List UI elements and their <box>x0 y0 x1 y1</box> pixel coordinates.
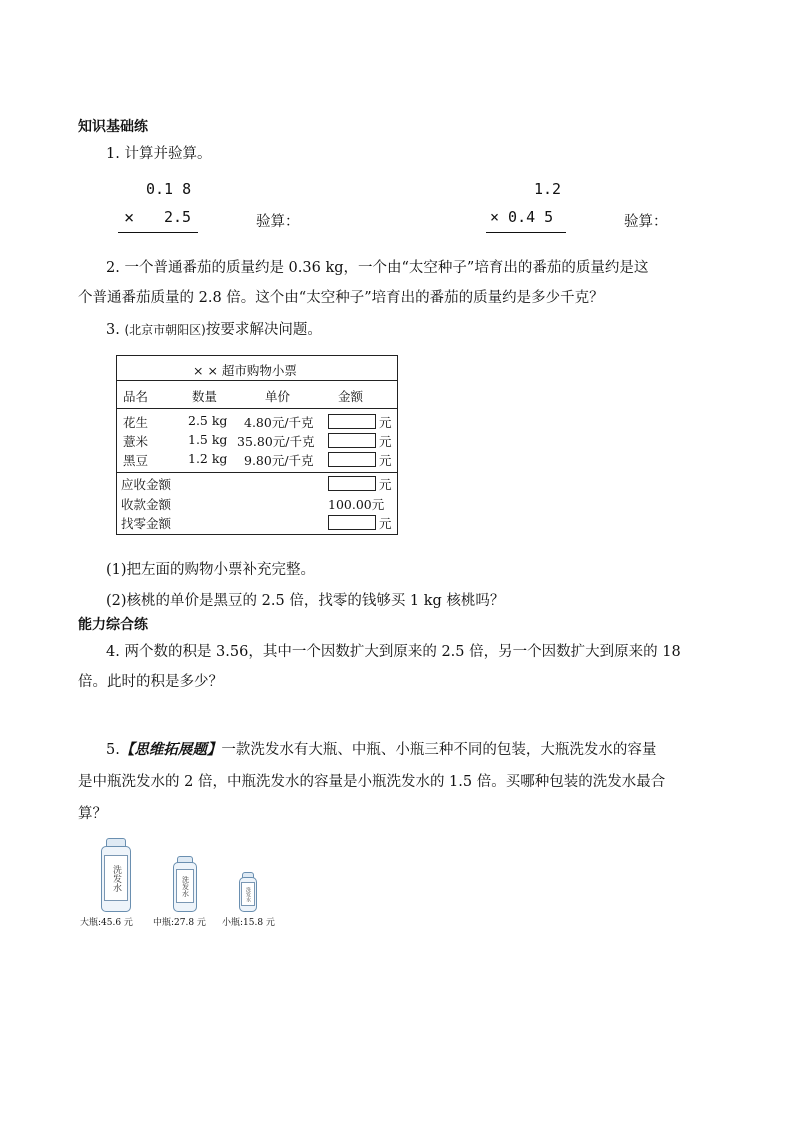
question-5-line1 <box>106 738 656 759</box>
receipt-due-box[interactable] <box>328 476 376 491</box>
receipt-header-amount: 金额 <box>338 389 364 404</box>
receipt-answer-box[interactable] <box>328 452 376 467</box>
bottle-label: 洗发水 <box>241 882 255 906</box>
question-2-line1: 2. 一个普通番茄的质量约是 0.36 kg，一个由“太空种子”培育出的番茄的质量约是这 <box>106 260 649 276</box>
receipt-row-qty: 1.5 kg <box>188 432 228 447</box>
q1-right-multiplier: × 0.4 5 <box>490 208 554 226</box>
q1-left-verify-label: 验算： <box>256 214 300 230</box>
receipt-row-unit: 元 <box>379 434 392 449</box>
receipt-change-label: 找零金额 <box>121 516 172 531</box>
q1-left-times-sign: × <box>124 208 135 228</box>
receipt-row-price: 4.80元/千克 <box>244 415 314 430</box>
section-title-ability: 能力综合练 <box>78 617 148 633</box>
receipt-row-price: 9.80元/千克 <box>244 453 314 468</box>
question-3-sub2: (2)核桃的单价是黑豆的 2.5 倍，找零的钱够买 1 kg 核桃吗？ <box>106 593 505 609</box>
question-5-line3: 算？ <box>78 806 107 822</box>
receipt-due-unit: 元 <box>379 477 392 492</box>
bottle-caption-small: 小瓶:15.8 元 <box>222 918 275 928</box>
receipt-header-qty: 数量 <box>192 389 218 404</box>
bottle-caption-medium: 中瓶:27.8 元 <box>153 918 206 928</box>
receipt-row-qty: 1.2 kg <box>188 451 228 466</box>
receipt-answer-box[interactable] <box>328 433 376 448</box>
question-5-text: 一款洗发水有大瓶、中瓶、小瓶三种不同的包装，大瓶洗发水的容量 <box>221 742 657 758</box>
q1-right-multiplicand: 1.2 <box>534 180 562 198</box>
receipt-change-box[interactable] <box>328 515 376 530</box>
receipt-paid-value: 100.00元 <box>328 497 385 512</box>
question-5-tag: 【思维拓展题】 <box>119 742 222 758</box>
receipt-divider <box>117 408 397 409</box>
question-3-heading <box>106 318 322 339</box>
receipt-due-label: 应收金额 <box>121 477 172 492</box>
q1-left-multiplicand: 0.1 8 <box>146 180 192 198</box>
receipt-row-name: 薏米 <box>123 434 149 449</box>
receipt-paid-label: 收款金额 <box>121 497 172 512</box>
receipt-row-price: 35.80元/千克 <box>237 434 315 449</box>
question-3-sub1: (1)把左面的购物小票补充完整。 <box>106 562 316 578</box>
question-3-source-tag: (北京市朝阳区) <box>124 323 206 337</box>
question-4-line1: 4. 两个数的积是 3.56，其中一个因数扩大到原来的 2.5 倍，另一个因数扩大到原来的 18 <box>106 644 681 660</box>
question-3-number: 3. <box>106 322 125 338</box>
bottle-caption-large: 大瓶:45.6 元 <box>80 918 133 928</box>
bottle-label: 洗发水 <box>176 869 194 903</box>
receipt-divider <box>117 472 397 473</box>
shopping-receipt <box>116 355 398 535</box>
section-title-basics: 知识基础练 <box>78 119 148 135</box>
bottle-label: 洗发水 <box>104 855 128 901</box>
q1-left-multiplier: 2.5 <box>164 208 192 226</box>
q1-right-verify-label: 验算： <box>624 214 668 230</box>
receipt-row-name: 花生 <box>123 415 149 430</box>
question-1-text: 1. 计算并验算。 <box>106 146 212 162</box>
question-2-line2: 个普通番茄质量的 2.8 倍。这个由“太空种子”培育出的番茄的质量约是多少千克？ <box>78 290 604 306</box>
receipt-row-unit: 元 <box>379 415 392 430</box>
receipt-row-unit: 元 <box>379 453 392 468</box>
receipt-row-qty: 2.5 kg <box>188 413 228 428</box>
question-5-line2: 是中瓶洗发水的 2 倍，中瓶洗发水的容量是小瓶洗发水的 1.5 倍。买哪种包装的洗发水最合 <box>78 774 666 790</box>
receipt-change-unit: 元 <box>379 516 392 531</box>
receipt-row-name: 黑豆 <box>123 453 149 468</box>
receipt-answer-box[interactable] <box>328 414 376 429</box>
question-5-number: 5. <box>106 742 120 758</box>
receipt-title: × × 超市购物小票 <box>193 363 297 378</box>
question-3-text: 按要求解决问题。 <box>205 322 322 338</box>
question-4-line2: 倍。此时的积是多少？ <box>78 674 223 690</box>
receipt-header-price: 单价 <box>265 389 291 404</box>
q1-right-underline <box>486 232 566 233</box>
receipt-divider <box>117 380 397 381</box>
q1-left-underline <box>118 232 198 233</box>
receipt-header-name: 品名 <box>123 389 149 404</box>
